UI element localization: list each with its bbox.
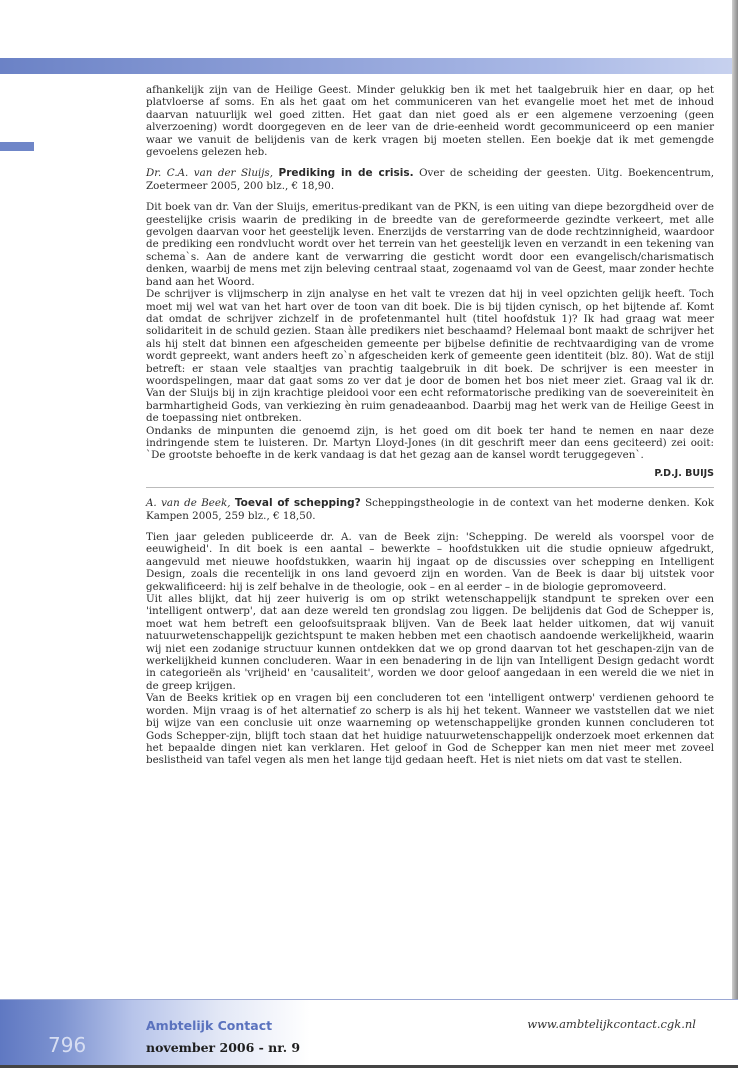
review-details: Scheppingstheologie in de context van het moderne denken. Kok Kampen 2005, 259 blz., € 18,50. <box>146 497 714 522</box>
review-details: Over de scheiding der geesten. Uitg. Boekencentrum, Zoetermeer 2005, 200 blz., € 18,90. <box>146 167 715 192</box>
article-body <box>146 84 714 767</box>
paragraph: Dit boek van dr. Van der Sluijs, emeritus-predikant van de PKN, is een uiting van diepe bezorgdheid over de geestelijke crisis waarin de prediking in de breedte van de gereformeerde gezindte verkeert, met alle gevolgen daarvan voor het geestelijk leven. Enerzijds de verstarring van de dode rechtzinnigheid, waardoor de prediking een rondvlucht wordt over het terrein van het geestelijk leven en verzandt in een tekening van schema`s. Aan de andere kant de verwarring die gesticht wordt door een evangelisch/charismatisch denken, waarbij de mens met zijn beleving centraal staat, zogenaamd vol van de Geest, maar zonder hechte band aan het Woord. <box>146 201 714 288</box>
review-title: Prediking in de crisis. <box>278 167 414 180</box>
review-citation-1 <box>146 167 714 192</box>
header-color-bar <box>0 58 738 74</box>
section-divider <box>146 487 714 488</box>
review-citation-2 <box>146 497 714 522</box>
issue-label: november 2006 - nr. 9 <box>146 1040 301 1055</box>
review-author: Dr. C.A. van der Sluijs, <box>146 167 273 180</box>
paragraph: Tien jaar geleden publiceerde dr. A. van de Beek zijn: 'Schepping. De wereld als voorspel voor de eeuwigheid'. In dit boek is een aantal – bewerkte – hoofdstukken uit die studie opnieuw afgedrukt, aangevuld met nieuwe hoofdstukken, waarin hij ingaat op de discussies over schepping en Intelligent Design, zoals die recentelijk in ons land gevoerd zijn en worden. Van de Beek is daar bij uitstek voor gekwalificeerd: hij is zelf behalve in de theologie, ook – en al eerder – in de biologie gepromoveerd. <box>146 531 714 593</box>
journal-title: Ambtelijk Contact <box>146 1018 273 1033</box>
footer-band <box>0 999 738 1068</box>
review-title: Toeval of schepping? <box>234 497 361 510</box>
paragraph: Ondanks de minpunten die genoemd zijn, is het goed om dit boek ter hand te nemen en naar deze indringende stem te luisteren. Dr. Martyn Lloyd-Jones (in dit geschrift meer dan eens geciteerd) zei ooit: `De grootste behoefte in de kerk vandaag is dat het gezag aan de kansel wordt teruggegeven`. <box>146 424 714 462</box>
review-author: A. van de Beek, <box>146 497 231 510</box>
reviewer-signature: P.D.J. BUIJS <box>654 467 714 479</box>
website-url: www.ambtelijkcontact.cgk.nl <box>527 1017 696 1031</box>
page-edge-shadow <box>732 0 738 1068</box>
paragraph: Uit alles blijkt, dat hij zeer huiverig is om op strikt wetenschappelijk standpunt te spreken over een 'intelligent ontwerp', dat aan deze wereld ten grondslag zou liggen. De belijdenis dat God de Schepper is, moet wat hem betreft een geloofsuitspraak blijven. Van de Beek laat helder uitkomen, dat wij vanuit natuurwetenschappelijk gezichtspunt te maken hebben met een chaotisch aandoende werkelijkheid, waarin wij niet een zodanige structuur kunnen ontdekken dat we op grond daarvan tot het geschapen-zijn van de werkelijkheid kunnen concluderen. Waar in een benadering in de lijn van Intelligent Design gedacht wordt in categorieën als 'vrijheid' en 'causaliteit', worden we door geloof aangedaan in een wereld die we niet in de greep krijgen. <box>146 593 714 692</box>
paragraph-intro: afhankelijk zijn van de Heilige Geest. Minder gelukkig ben ik met het taalgebruik hier en daar, op het platvloerse af soms. En als het gaat om het communiceren van het evangelie moet het met de inhoud daarvan natuurlijk wel goed zitten. Het gaat dan niet goed als er een algemene verzoening (geen alverzoening) wordt doorgegeven en de leer van de drie-eenheid wordt gecommuniceerd op een manier waar we vanuit de belijdenis van de kerk vragen bij moeten stellen. Een boekje dat ik met gemengde gevoelens gelezen heb. <box>146 84 714 159</box>
footer-rule <box>0 999 738 1000</box>
paragraph: Van de Beeks kritiek op en vragen bij een concluderen tot een 'intelligent ontwerp' verdienen gehoord te worden. Mijn vraag is of het alternatief zo scherp is als hij het tekent. Wanneer we vaststellen dat we niet bij wijze van een conclusie uit onze waarneming op wetenschappelijke gronden kunnen concluderen tot Gods Schepper-zijn, blijft toch staan dat het huidige natuurwetenschappelijk onderzoek moet erkennen dat het bepaalde dingen niet kan verklaren. Het geloof in God de Schepper kan men niet meer met zoveel beslistheid van tafel vegen als men het lange tijd gedaan heeft. Het is niet niets om dat vast te stellen. <box>146 692 714 767</box>
margin-marker <box>0 142 34 151</box>
paragraph: De schrijver is vlijmscherp in zijn analyse en het valt te vrezen dat hij in veel opzichten gelijk heeft. Toch moet mij wel wat van het hart over de toon van dit boek. Die is bij tijden cynisch, op het bijtende af. Komt dat omdat de schrijver zichzelf in de profetenmantel hult (titel hoofdstuk 1)? Ik had graag wat meer solidariteit in de schuld gezien. Staan àlle predikers niet beschaamd? Helemaal bont maakt de schrijver het als hij stelt dat binnen een afgescheiden gemeente per bijbelse definitie de rechtvaardiging van de vrome wordt gepreekt, want anders heeft zo`n afgescheiden kerk of gemeente geen identiteit (blz. 80). Wat de stijl betreft: er staan vele staaltjes van prachtig taalgebruik in dit boek. De schrijver is een meester in woordspelingen, maar dat gaat soms zo ver dat je door de bomen het bos niet meer ziet. Graag val ik dr. Van der Sluijs bij in zijn krachtige pleidooi voor een echt reformatorische prediking van de soevereiniteit èn barmhartigheid Gods, van verkiezing èn ruim genadeaanbod. Daarbij mag het werk van de Heilige Geest in de toepassing niet ontbreken. <box>146 288 714 425</box>
page-number: 796 <box>48 1033 87 1057</box>
